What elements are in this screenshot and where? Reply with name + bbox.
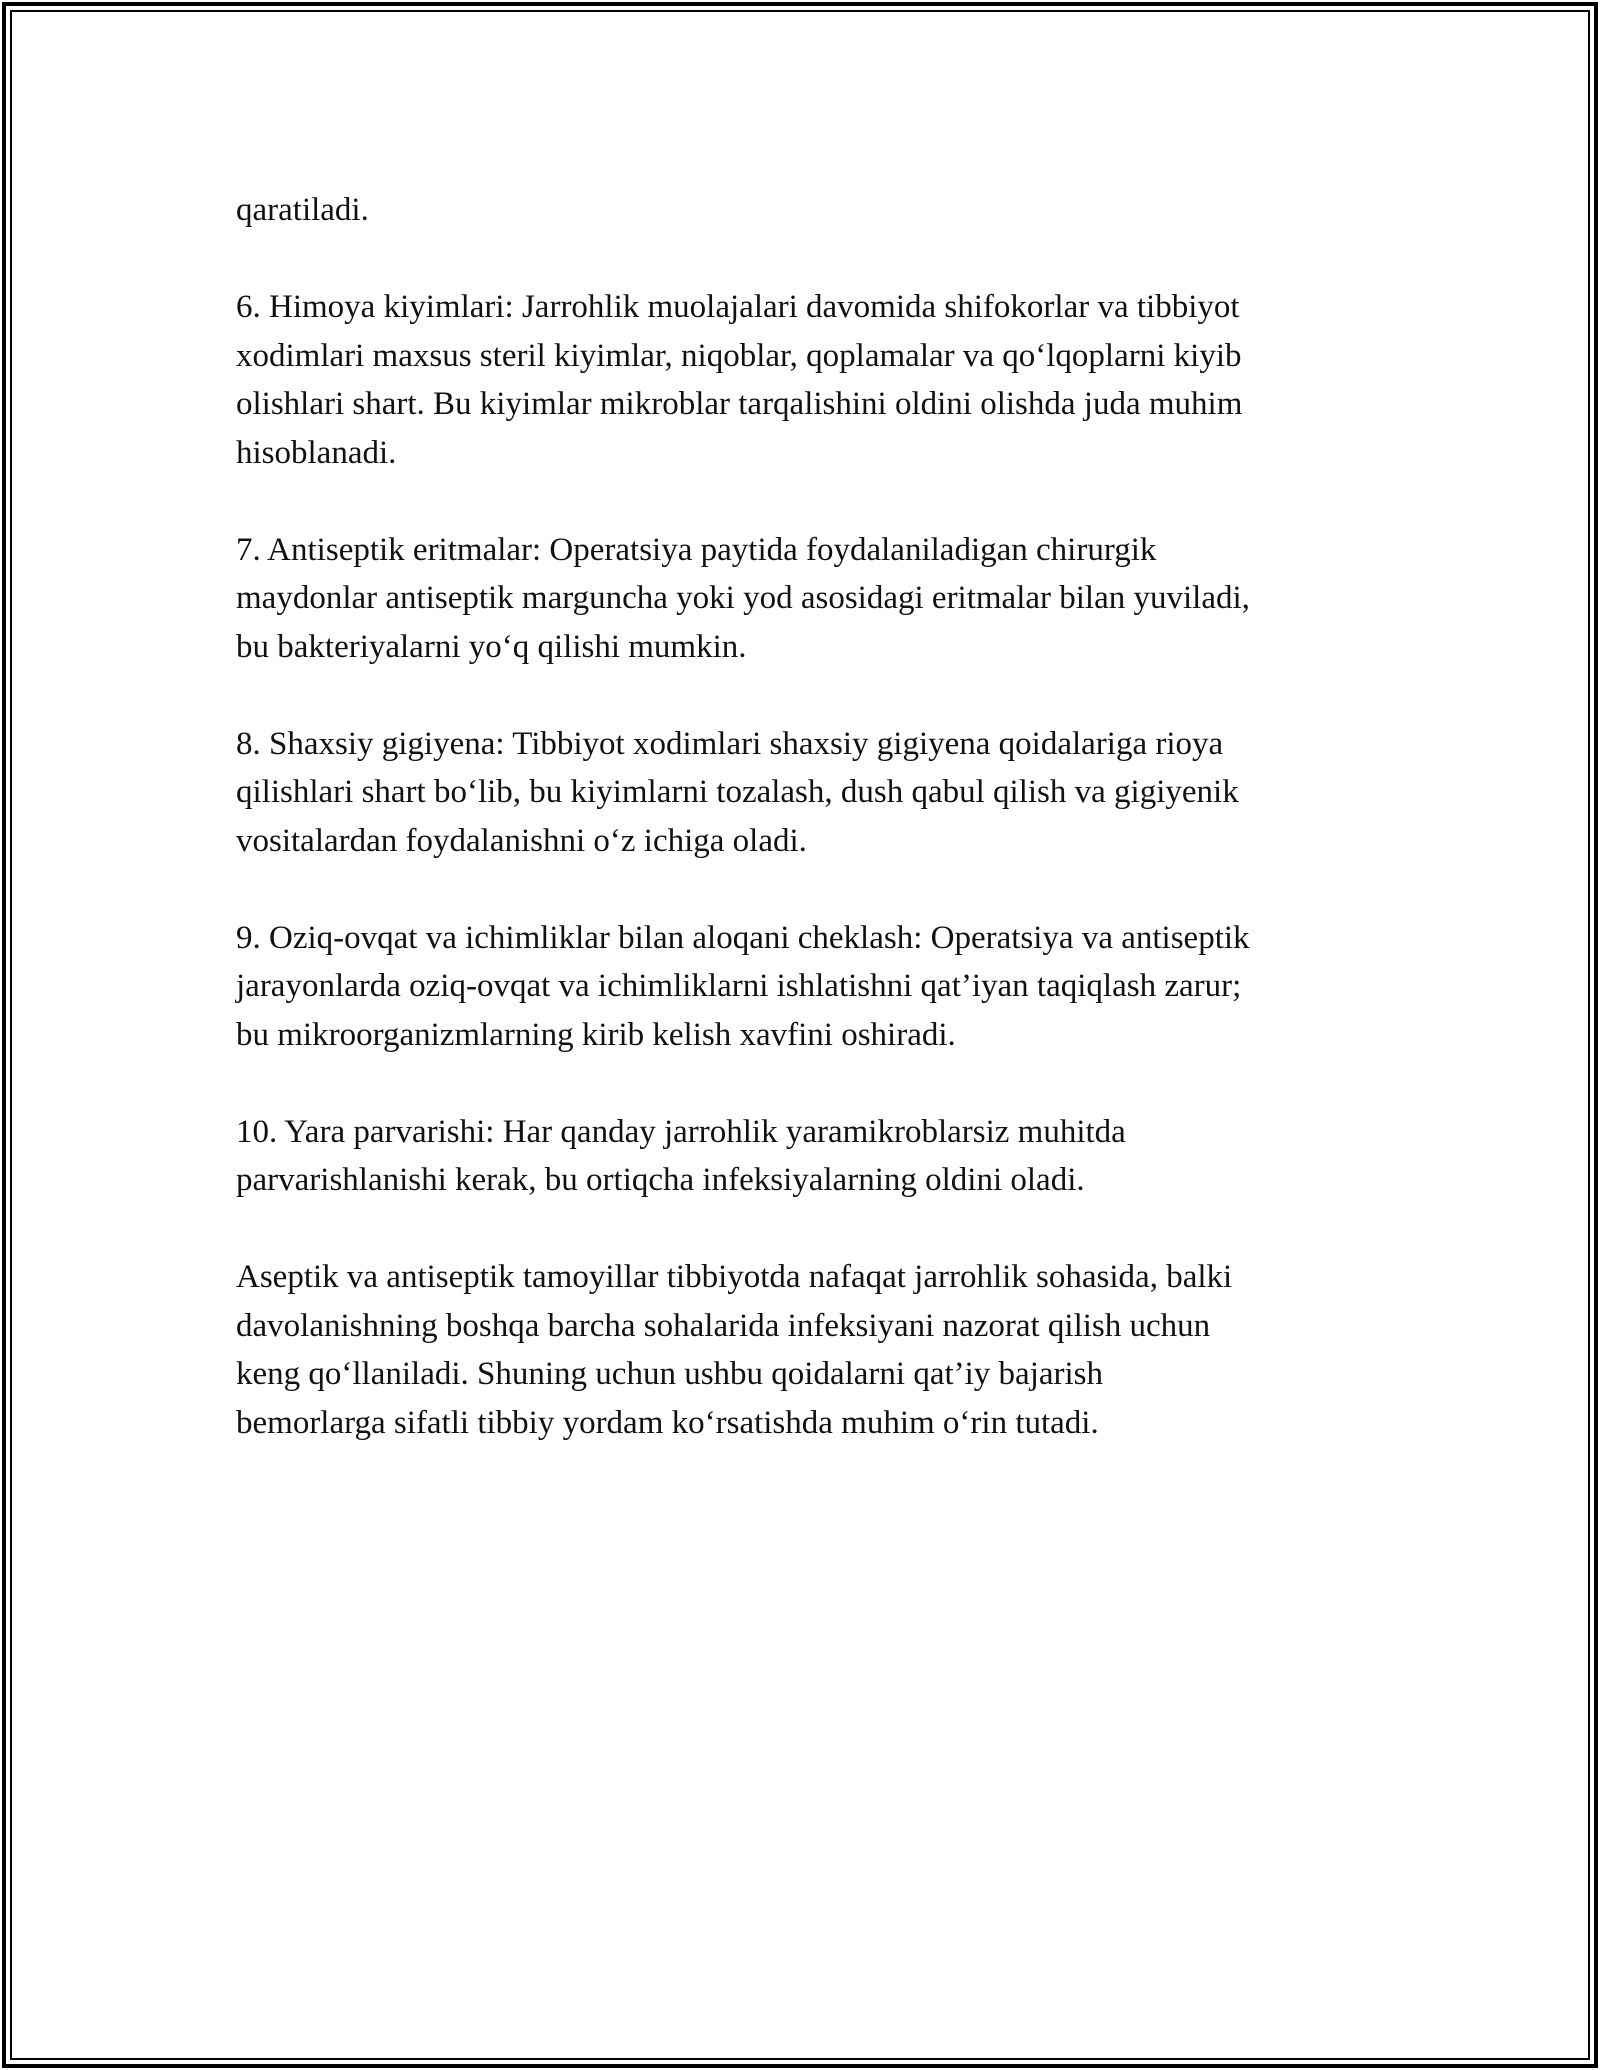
document-body (236, 186, 1376, 1447)
paragraph-item-7: 7. Antiseptik eritmalar: Operatsiya paytida foydalaniladigan chirurgik maydonlar antiseptik marguncha yoki yod asosidagi eritmalar bilan yuviladi, bu bakteriyalarni yo‘q qilishi mumkin. (236, 531, 1250, 665)
paragraph-continuation: qaratiladi. (236, 192, 369, 228)
paragraph-item-6: 6. Himoya kiyimlari: Jarrohlik muolajalari davomida shifokorlar va tibbiyot xodimlari maxsus steril kiyimlar, niqoblar, qoplamalar va qo‘lqoplarni kiyib olishlari shart. Bu kiyimlar mikroblar tarqalishini oldini olishda juda muhim hisoblanadi. (236, 289, 1243, 471)
paragraph-item-9: 9. Oziq-ovqat va ichimliklar bilan aloqani cheklash: Operatsiya va antiseptik jarayonlarda oziq-ovqat va ichimliklarni ishlatishni qat’iyan taqiqlash zarur; bu mikroorganizmlarning kirib kelish xavfini oshiradi. (236, 919, 1250, 1053)
paragraph-item-10: 10. Yara parvarishi: Har qanday jarrohlik yaramikroblarsiz muhitda parvarishlanishi kerak, bu ortiqcha infeksiyalarning oldini oladi. (236, 1113, 1126, 1198)
paragraph-conclusion: Aseptik va antiseptik tamoyillar tibbiyotda nafaqat jarrohlik sohasida, balki davolanishning boshqa barcha sohalarida infeksiyani nazorat qilish uchun keng qo‘llaniladi. Shuning uchun ushbu qoidalarni qat’iy bajarish bemorlarga sifatli tibbiy yordam ko‘rsatishda muhim o‘rin tutadi. (236, 1259, 1233, 1441)
paragraph-item-8: 8. Shaxsiy gigiyena: Tibbiyot xodimlari shaxsiy gigiyena qoidalariga rioya qilishlari shart bo‘lib, bu kiyimlarni tozalash, dush qabul qilish va gigiyenik vositalardan foydalanishni o‘z ichiga oladi. (236, 725, 1239, 859)
